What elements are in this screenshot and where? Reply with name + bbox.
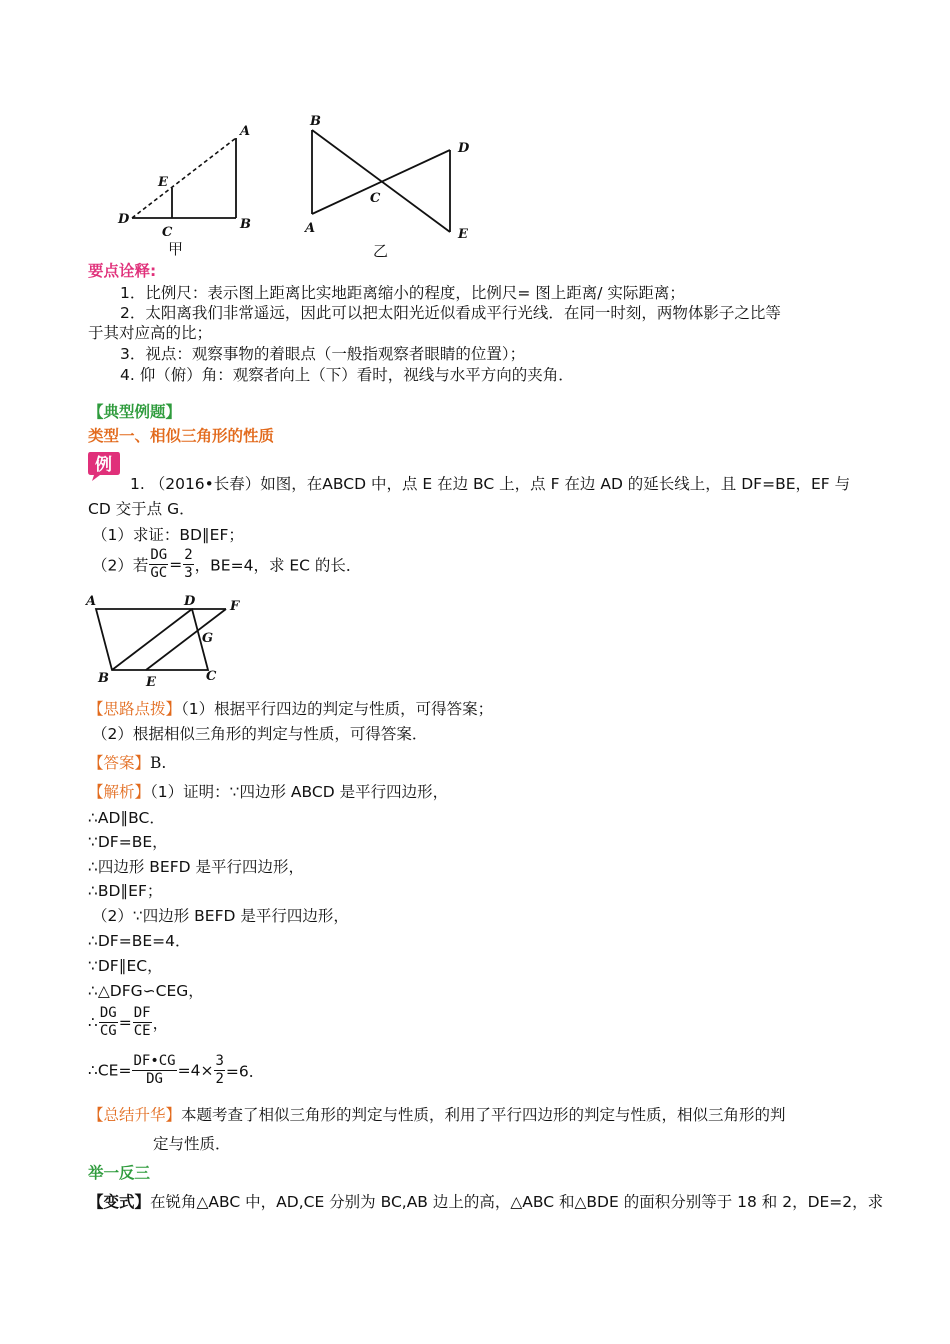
keypoint-item-2-cont: 于其对应高的比；	[88, 324, 213, 342]
jia-label-a: A	[240, 124, 251, 139]
jia-label-c: C	[162, 225, 173, 240]
type1-heading: 类型一、相似三角形的性质	[88, 427, 275, 445]
hint-line1: 【思路点拨】（1）根据平行四边的判定与性质，可得答案；	[88, 700, 494, 718]
fraction-2-3: $\frac{2}{3}$	[184, 547, 193, 581]
analysis-step-7: ∵DF∥EC，	[88, 957, 163, 975]
practice-heading: 举一反三	[88, 1164, 151, 1182]
svg-text:例: 例	[95, 455, 112, 475]
para-label-d: D	[184, 594, 196, 609]
yi-label-e: E	[458, 227, 468, 242]
analysis-step-3: ∴四边形 BEFD 是平行四边形，	[88, 858, 304, 876]
analysis-step-1: ∴AD∥BC．	[88, 809, 165, 827]
problem-part1: （1）求证：BD∥EF；	[92, 526, 244, 544]
analysis-step-5: （2）∵四边形 BEFD 是平行四边形，	[92, 907, 349, 925]
keypoint-item-3: 3．视点：观察事物的着眼点（一般指观察者眼睛的位置）；	[120, 345, 526, 363]
part2-prefix: （2）若	[92, 556, 149, 575]
keypoint-item-1: 1．比例尺：表示图上距离比实地距离缩小的程度，比例尺= 图上距离/ 实际距离；	[120, 284, 685, 302]
para-label-c: C	[206, 669, 217, 684]
jia-label-d: D	[118, 212, 130, 227]
part2-suffix: ，BE=4，求 EC 的长．	[194, 556, 362, 575]
yi-line-be	[312, 130, 450, 232]
figure-parallelogram	[84, 590, 254, 690]
yi-line-ad	[312, 150, 450, 214]
fraction-3-2: $\frac{3}{2}$	[215, 1053, 224, 1087]
jia-caption: 甲	[168, 240, 184, 258]
analysis-label: 【解析】	[88, 783, 151, 801]
answer-line: 【答案】B.	[88, 754, 167, 772]
examples-heading: 【典型例题】	[88, 403, 182, 421]
figure-jia	[112, 120, 262, 260]
analysis-step-6: ∴DF=BE=4．	[88, 932, 191, 950]
analysis-step-2: ∵DF=BE，	[88, 833, 168, 851]
variant-line: 【变式】在锐角△ABC 中，AD,CE 分别为 BC,AB 边上的高，△ABC 和△BDE 的面积分别等于 18 和 2，DE=2，求	[88, 1193, 884, 1211]
summary-line1: 【总结升华】本题考查了相似三角形的判定与性质，利用了平行四边形的判定与性质，相似三角形的判	[88, 1106, 786, 1124]
analysis-ce: ∴CE= $\frac{DF•CG}{DG}$ =4× $\frac{3}{2}$ =6．	[88, 1053, 265, 1087]
para-label-g: G	[202, 631, 214, 646]
problem-part2: （2）若 $\frac{DG}{GC}$ = $\frac{2}{3}$ ，BE=4，求 EC 的长．	[92, 547, 362, 581]
answer-label: 【答案】	[88, 754, 151, 772]
fraction-dg-cg: $\frac{DG}{CG}$	[99, 1005, 117, 1039]
fraction-dfcg-dg: $\frac{DF•CG}{DG}$	[133, 1053, 176, 1087]
keypoint-item-4: 4. 仰（俯）角：观察者向上（下）看时，视线与水平方向的夹角．	[120, 366, 574, 384]
para-label-e: E	[146, 675, 156, 690]
keypoint-item-2: 2．太阳离我们非常遥远，因此可以把太阳光近似看成平行光线．在同一时刻，两物体影子之比等	[120, 304, 781, 322]
jia-dashed-line	[132, 138, 236, 218]
yi-label-d: D	[458, 141, 470, 156]
jia-label-e: E	[158, 175, 168, 190]
analysis-step-4: ∴BD∥EF；	[88, 882, 163, 900]
yi-label-c: C	[370, 191, 381, 206]
yi-label-a: A	[305, 221, 316, 236]
summary-line2: 定与性质．	[153, 1135, 231, 1153]
hint-line2: （2）根据相似三角形的判定与性质，可得答案．	[92, 725, 428, 743]
line-bd	[112, 609, 192, 670]
problem-line1: 1. （2016•长春）如图，在ABCD 中，点 E 在边 BC 上，点 F 在边 AD 的延长线上，且 DF=BE，EF 与	[130, 475, 851, 493]
yi-label-b: B	[310, 114, 321, 129]
keypoints-title: 要点诠释:	[88, 262, 157, 280]
line-ef	[146, 609, 226, 670]
figure-yi	[300, 110, 480, 260]
fraction-df-ce: $\frac{DF}{CE}$	[133, 1005, 151, 1039]
para-label-f: F	[230, 599, 240, 614]
fraction-dg-gc: $\frac{DG}{GC}$	[150, 547, 168, 581]
summary-label: 【总结升华】	[88, 1106, 182, 1124]
example-badge-icon	[86, 448, 122, 482]
analysis-line1: 【解析】（1）证明：∵四边形 ABCD 是平行四边形，	[88, 783, 449, 801]
variant-label: 【变式】	[88, 1193, 151, 1211]
problem-line2: CD 交于点 G．	[88, 500, 195, 518]
para-label-a: A	[86, 594, 97, 609]
yi-caption: 乙	[373, 242, 389, 260]
jia-label-b: B	[240, 217, 251, 232]
analysis-step-8: ∴△DFG∽CEG，	[88, 982, 204, 1000]
hint-label: 【思路点拨】	[88, 700, 182, 718]
analysis-ratio: ∴ $\frac{DG}{CG}$ = $\frac{DF}{CE}$ ，	[88, 1005, 169, 1039]
para-label-b: B	[98, 671, 109, 686]
